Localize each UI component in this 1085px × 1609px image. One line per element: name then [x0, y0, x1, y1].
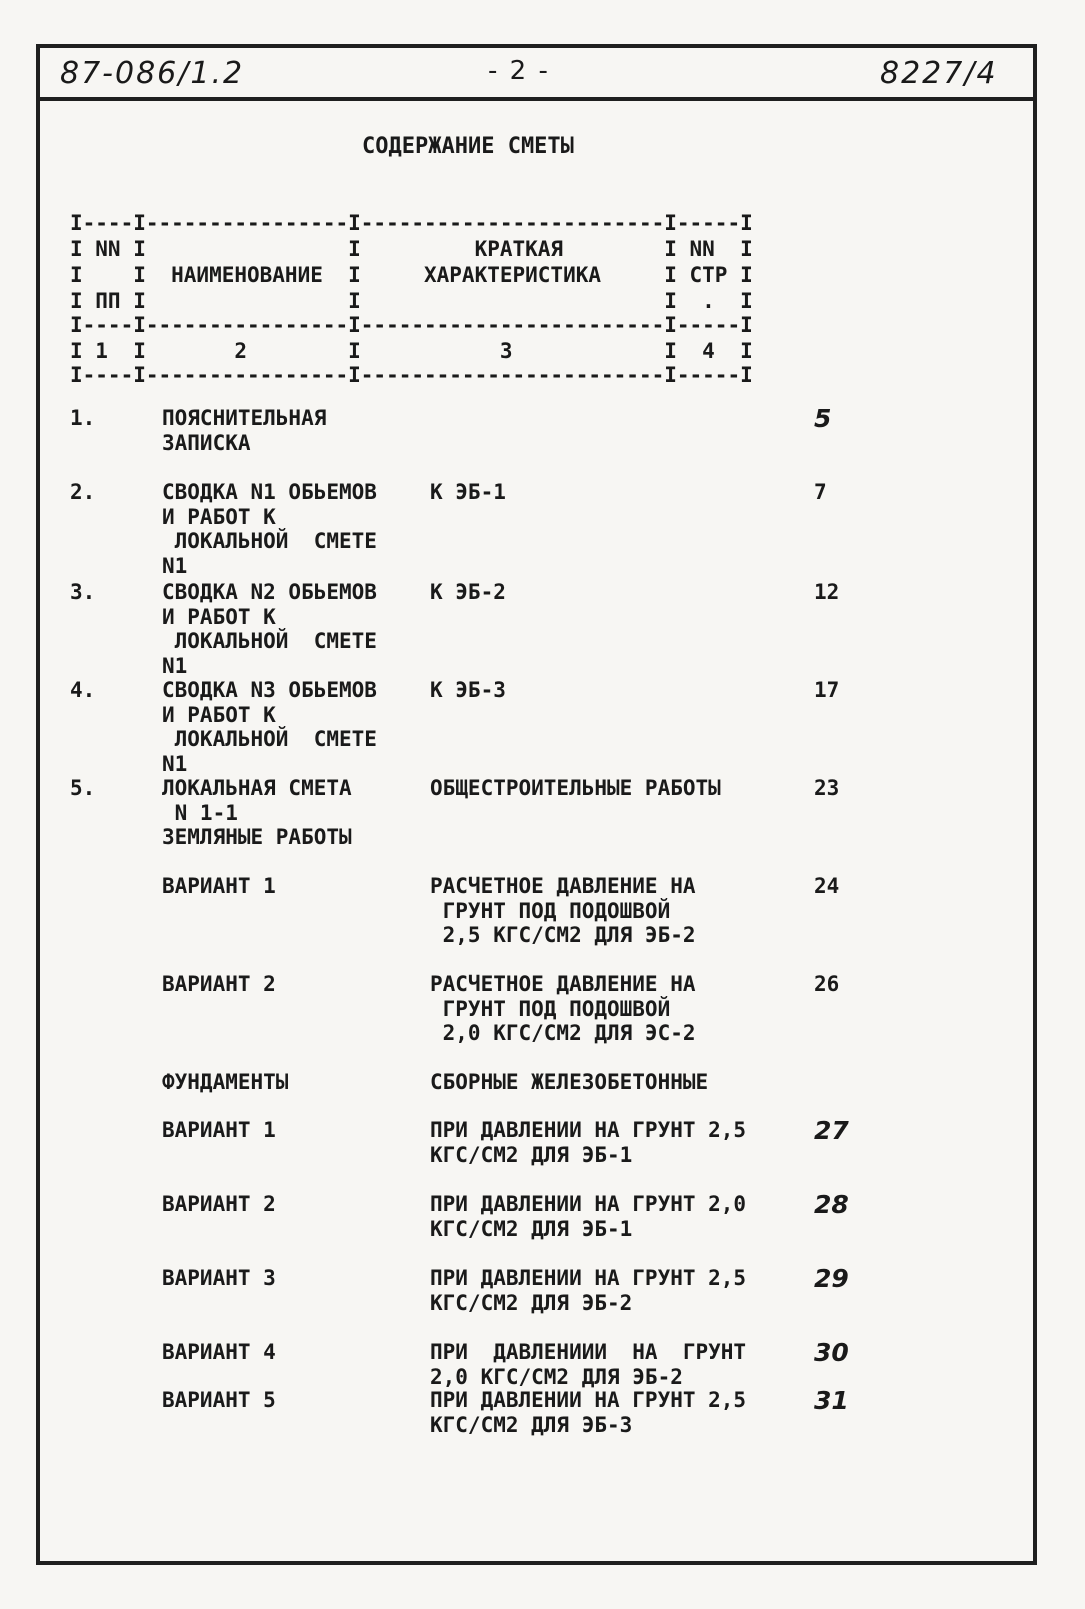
- row-description-line: КГС/СМ2 ДЛЯ ЭБ-1: [430, 1216, 633, 1241]
- row-number: 2.: [70, 480, 96, 504]
- row-page-number: 5: [814, 404, 832, 433]
- table-header-rule-mid: I----I----------------I------------------------I-----I: [70, 313, 753, 337]
- row-description-line: СБОРНЫЕ ЖЕЛЕЗОБЕТОННЫЕ: [430, 1070, 709, 1094]
- row-page-number: 23: [814, 776, 840, 800]
- row-name-line: ВАРИАНТ 1: [162, 1118, 276, 1142]
- row-description-line: РАСЧЕТНОЕ ДАВЛЕНИЕ НА: [430, 972, 696, 996]
- row-page-number: 31: [814, 1386, 849, 1415]
- row-page-number: 24: [814, 874, 840, 898]
- row-description-line: К ЭБ-3: [430, 678, 506, 702]
- row-name-line: СВОДКА N3 ОБЬЕМОВ: [162, 678, 377, 702]
- table-header-column-numbers: I 1 I 2 I 3 I 4 I: [70, 339, 753, 363]
- header-divider: [36, 97, 1037, 101]
- row-number: 3.: [70, 580, 96, 604]
- row-name-line: N1: [162, 553, 188, 578]
- row-description-line: ПРИ ДАВЛЕНИИИ НА ГРУНТ: [430, 1340, 747, 1364]
- row-page-number: 30: [814, 1338, 849, 1367]
- row-page-number: 7: [814, 480, 827, 504]
- table-header-row-2: I I НАИМЕНОВАНИЕ I ХАРАКТЕРИСТИКА I СТР I: [70, 263, 753, 287]
- row-name-line: И РАБОТ К: [162, 604, 276, 629]
- row-description-line: ПРИ ДАВЛЕНИИ НА ГРУНТ 2,5: [430, 1266, 747, 1290]
- row-name-line: ЛОКАЛЬНАЯ СМЕТА: [162, 776, 352, 800]
- document-code-right: 8227/4: [880, 56, 998, 91]
- row-name-line: СВОДКА N1 ОБЬЕМОВ: [162, 480, 377, 504]
- row-name-line: ФУНДАМЕНТЫ: [162, 1070, 289, 1094]
- row-name-line: ПОЯСНИТЕЛЬНАЯ: [162, 406, 327, 430]
- row-name-line: ЗАПИСКА: [162, 430, 251, 455]
- row-name-line: N 1-1: [162, 800, 238, 825]
- row-description-line: ГРУНТ ПОД ПОДОШВОЙ: [430, 898, 671, 923]
- row-description-line: К ЭБ-2: [430, 580, 506, 604]
- row-name-line: ЗЕМЛЯНЫЕ РАБОТЫ: [162, 825, 352, 850]
- row-number: 4.: [70, 678, 96, 702]
- table-header-row-1: I NN I I КРАТКАЯ I NN I: [70, 237, 753, 261]
- row-description-line: ГРУНТ ПОД ПОДОШВОЙ: [430, 996, 671, 1021]
- table-header-rule-top: I----I----------------I------------------------I-----I: [70, 211, 753, 235]
- row-name-line: ЛОКАЛЬНОЙ СМЕТЕ: [162, 629, 377, 654]
- row-page-number: 28: [814, 1190, 849, 1219]
- row-name-line: ВАРИАНТ 1: [162, 874, 276, 898]
- row-description-line: КГС/СМ2 ДЛЯ ЭБ-2: [430, 1290, 633, 1315]
- row-description-line: ПРИ ДАВЛЕНИИ НА ГРУНТ 2,5: [430, 1388, 747, 1412]
- row-number: 1.: [70, 406, 96, 430]
- page-number: - 2 -: [488, 56, 550, 86]
- table-header-row-3: I ПП I I I . I: [70, 289, 753, 313]
- row-name-line: ВАРИАНТ 2: [162, 1192, 276, 1216]
- row-description-line: ПРИ ДАВЛЕНИИ НА ГРУНТ 2,5: [430, 1118, 747, 1142]
- row-description-line: 2,0 КГС/СМ2 ДЛЯ ЭС-2: [430, 1021, 696, 1046]
- row-description-line: РАСЧЕТНОЕ ДАВЛЕНИЕ НА: [430, 874, 696, 898]
- row-number: 5.: [70, 776, 96, 800]
- page-title: СОДЕРЖАНИЕ СМЕТЫ: [362, 134, 574, 159]
- row-name-line: ВАРИАНТ 2: [162, 972, 276, 996]
- row-page-number: 29: [814, 1264, 849, 1293]
- row-name-line: ВАРИАНТ 3: [162, 1266, 276, 1290]
- row-description-line: ПРИ ДАВЛЕНИИ НА ГРУНТ 2,0: [430, 1192, 747, 1216]
- row-description-line: 2,0 КГС/СМ2 ДЛЯ ЭБ-2: [430, 1364, 683, 1389]
- row-description-line: 2,5 КГС/СМ2 ДЛЯ ЭБ-2: [430, 923, 696, 948]
- row-description-line: КГС/СМ2 ДЛЯ ЭБ-3: [430, 1412, 633, 1437]
- row-page-number: 12: [814, 580, 840, 604]
- row-name-line: И РАБОТ К: [162, 702, 276, 727]
- row-name-line: N1: [162, 653, 188, 678]
- row-page-number: 17: [814, 678, 840, 702]
- row-description-line: КГС/СМ2 ДЛЯ ЭБ-1: [430, 1142, 633, 1167]
- row-name-line: ВАРИАНТ 4: [162, 1340, 276, 1364]
- row-name-line: И РАБОТ К: [162, 504, 276, 529]
- row-description-line: ОБЩЕСТРОИТЕЛЬНЫЕ РАБОТЫ: [430, 776, 721, 800]
- row-description-line: К ЭБ-1: [430, 480, 506, 504]
- row-page-number: 26: [814, 972, 840, 996]
- row-name-line: СВОДКА N2 ОБЬЕМОВ: [162, 580, 377, 604]
- row-name-line: ВАРИАНТ 5: [162, 1388, 276, 1412]
- row-name-line: ЛОКАЛЬНОЙ СМЕТЕ: [162, 529, 377, 554]
- table-header-rule-bottom: I----I----------------I------------------------I-----I: [70, 363, 753, 387]
- row-page-number: 27: [814, 1116, 849, 1145]
- row-name-line: ЛОКАЛЬНОЙ СМЕТЕ: [162, 727, 377, 752]
- row-name-line: N1: [162, 751, 188, 776]
- document-code-left: 87-086/1.2: [60, 56, 245, 91]
